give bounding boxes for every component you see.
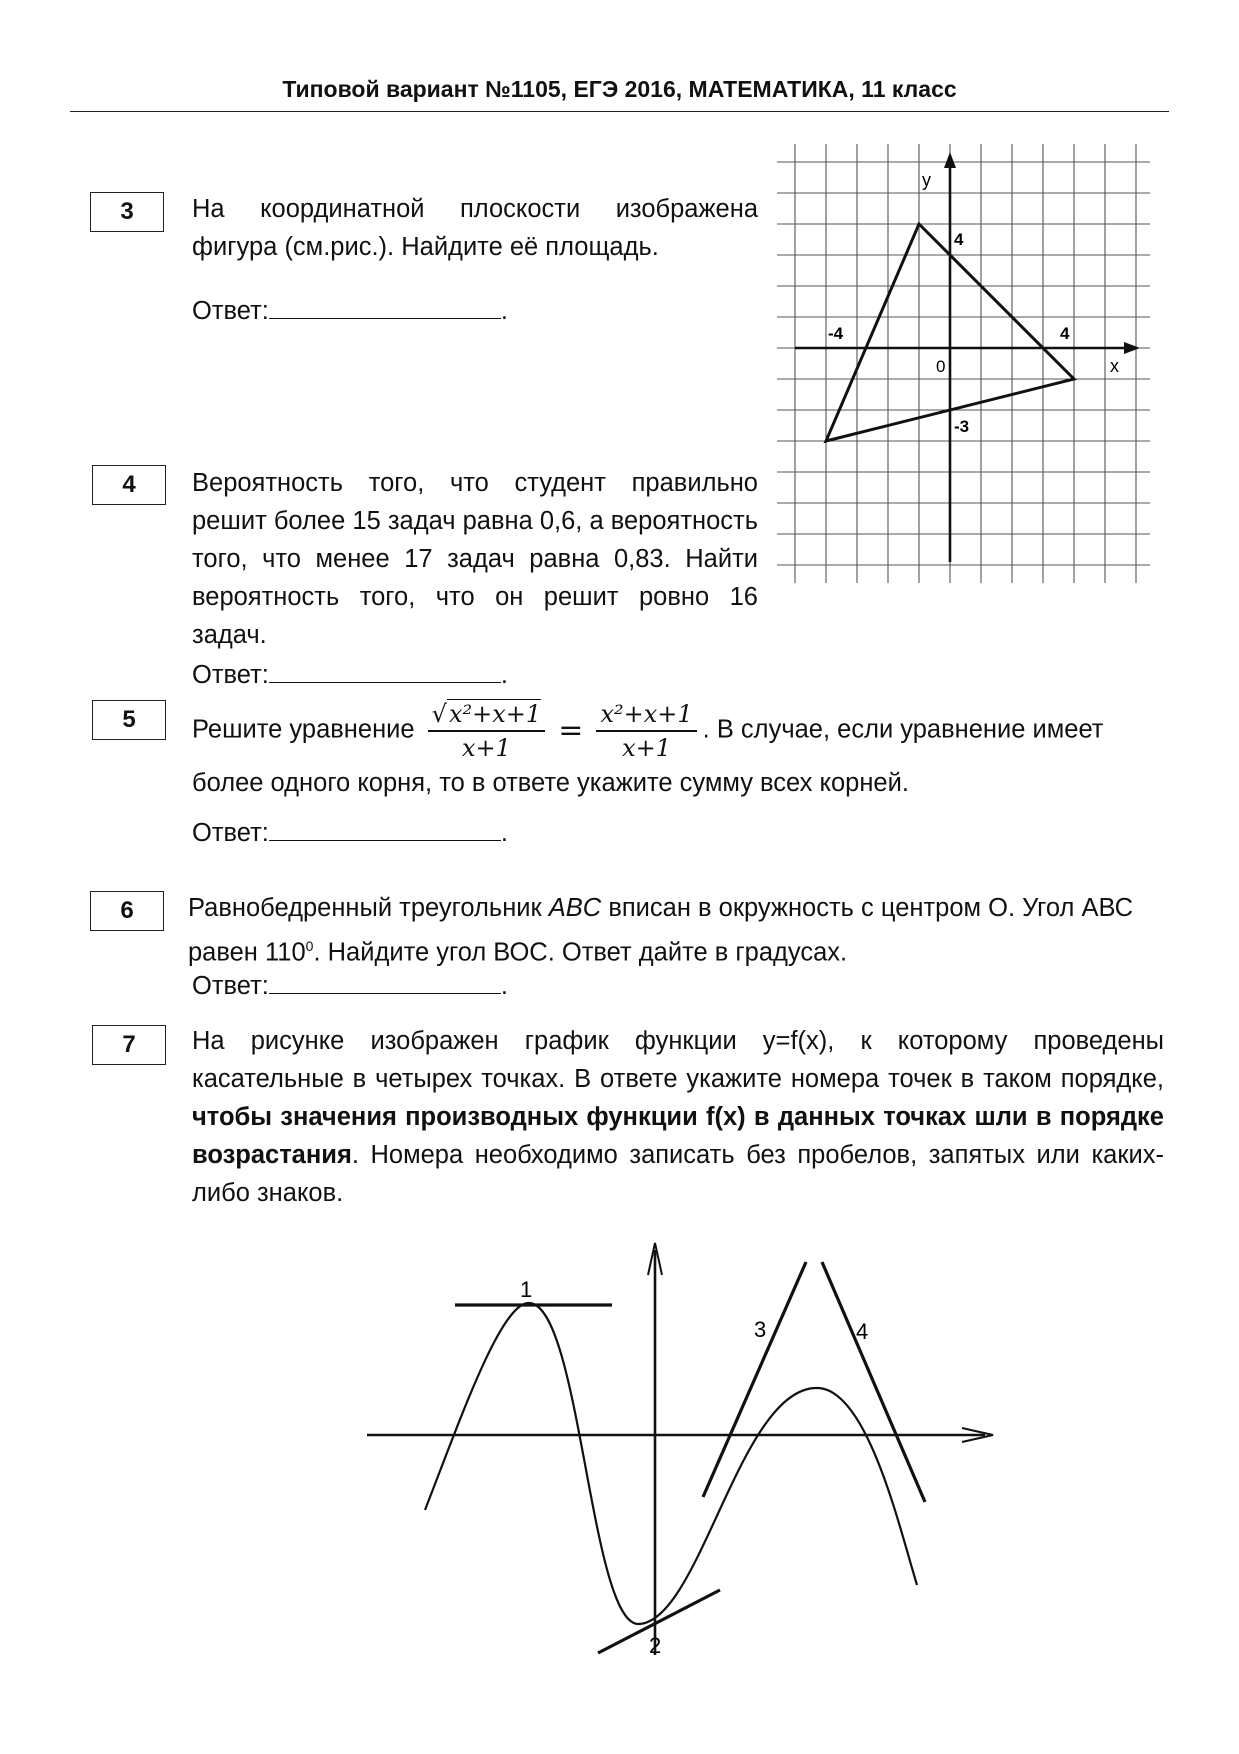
problem-6-number: 6 <box>90 891 164 931</box>
lhs-fraction <box>428 698 545 764</box>
answer-blank <box>269 969 501 994</box>
degree-superscript: 0 <box>305 938 314 954</box>
grid-lines <box>777 144 1150 583</box>
tick-label-x-4: 4 <box>1060 324 1070 343</box>
function-graph-figure <box>360 1230 1010 1670</box>
point-label-1: 1 <box>520 1277 533 1302</box>
rhs-denominator: x+1 <box>622 734 672 762</box>
answer-label: Ответ: <box>192 661 269 689</box>
lhs-denominator: x+1 <box>461 734 511 762</box>
origin-label: 0 <box>936 357 946 376</box>
problem-3-answer: Ответ: . <box>192 294 508 326</box>
triangle-name: ABC <box>548 894 602 922</box>
problem-5-text <box>192 698 1164 802</box>
y-axis-arrow <box>944 152 956 168</box>
answer-label: Ответ: <box>192 819 269 847</box>
point-label-3: 3 <box>754 1317 767 1342</box>
answer-blank <box>269 816 501 841</box>
x-axis-arrow <box>1124 342 1140 354</box>
tick-label-x-neg4: -4 <box>828 324 844 343</box>
point-label-4: 4 <box>856 1319 869 1344</box>
answer-label: Ответ: <box>192 972 269 1000</box>
function-curve <box>425 1303 917 1624</box>
y-axis-label: y <box>922 170 931 190</box>
problem-7-text: На рисунке изображен график функции y=f(x), к которому проведены касательные в четырех точках. В ответе укажите номера точек в таком порядке, чтобы значения производных функции f(x) в данных точках шли в порядке возрастания. Номера необходимо записать без пробелов, запятых или каких-либо знаков. <box>192 1027 1164 1207</box>
rhs-fraction <box>596 698 696 764</box>
problem-5-answer: Ответ: . <box>192 816 508 848</box>
tangent-line-3 <box>703 1262 806 1497</box>
tick-label-y-neg3: -3 <box>954 417 970 436</box>
answer-blank <box>269 294 501 319</box>
problem-5-tail: . В случае, если уравнение имеет более одного корня, то в ответе укажите сумму всех корней. <box>192 715 1104 797</box>
tick-label-y-4: 4 <box>954 230 964 249</box>
problem-6-text: Равнобедренный треугольник ABC вписан в окружность с центром О. Угол АВС равен $110^0$. Найдите угол ВОС. Ответ дайте в градусах. <box>188 894 1134 967</box>
coordinate-grid-figure <box>770 140 1150 590</box>
answer-blank <box>269 658 501 683</box>
problem-5-lead: Решите уравнение <box>192 715 415 744</box>
problem-7-bold-text: чтобы значения производных функции f(x) в данных точках шли в порядке возрастания <box>192 1103 1164 1169</box>
problem-6-answer: Ответ: . <box>192 969 508 1001</box>
rhs-numerator: x²+x+1 <box>596 698 696 732</box>
problem-3-text: На координатной плоскости изображена фигура (см.рис.). Найдите её площадь. <box>192 195 758 261</box>
answer-label: Ответ: <box>192 297 269 325</box>
page-title: Типовой вариант №1105, ЕГЭ 2016, МАТЕМАТИКА, 11 класс <box>282 76 957 102</box>
header-divider <box>70 111 1169 112</box>
point-label-2: 2 <box>649 1633 662 1658</box>
problem-3-number: 3 <box>90 192 164 232</box>
sqrt-symbol: √ <box>431 700 447 728</box>
x-axis-label: x <box>1110 356 1119 376</box>
problem-4-number: 4 <box>92 465 166 505</box>
problem-4-text: Вероятность того, что студент правильно решит более 15 задач равна 0,6, а вероятность того, что менее 17 задач равна 0,83. Найти вероятность того, что он решит ровно 16 задач. <box>192 469 758 649</box>
lhs-radicand: x²+x+1 <box>448 700 542 728</box>
problem-7-number: 7 <box>92 1025 166 1065</box>
problem-5-number: 5 <box>92 700 166 740</box>
tangent-line-4 <box>822 1262 925 1502</box>
equals-sign: = <box>558 713 584 748</box>
problem-4-answer: Ответ: . <box>192 658 508 690</box>
